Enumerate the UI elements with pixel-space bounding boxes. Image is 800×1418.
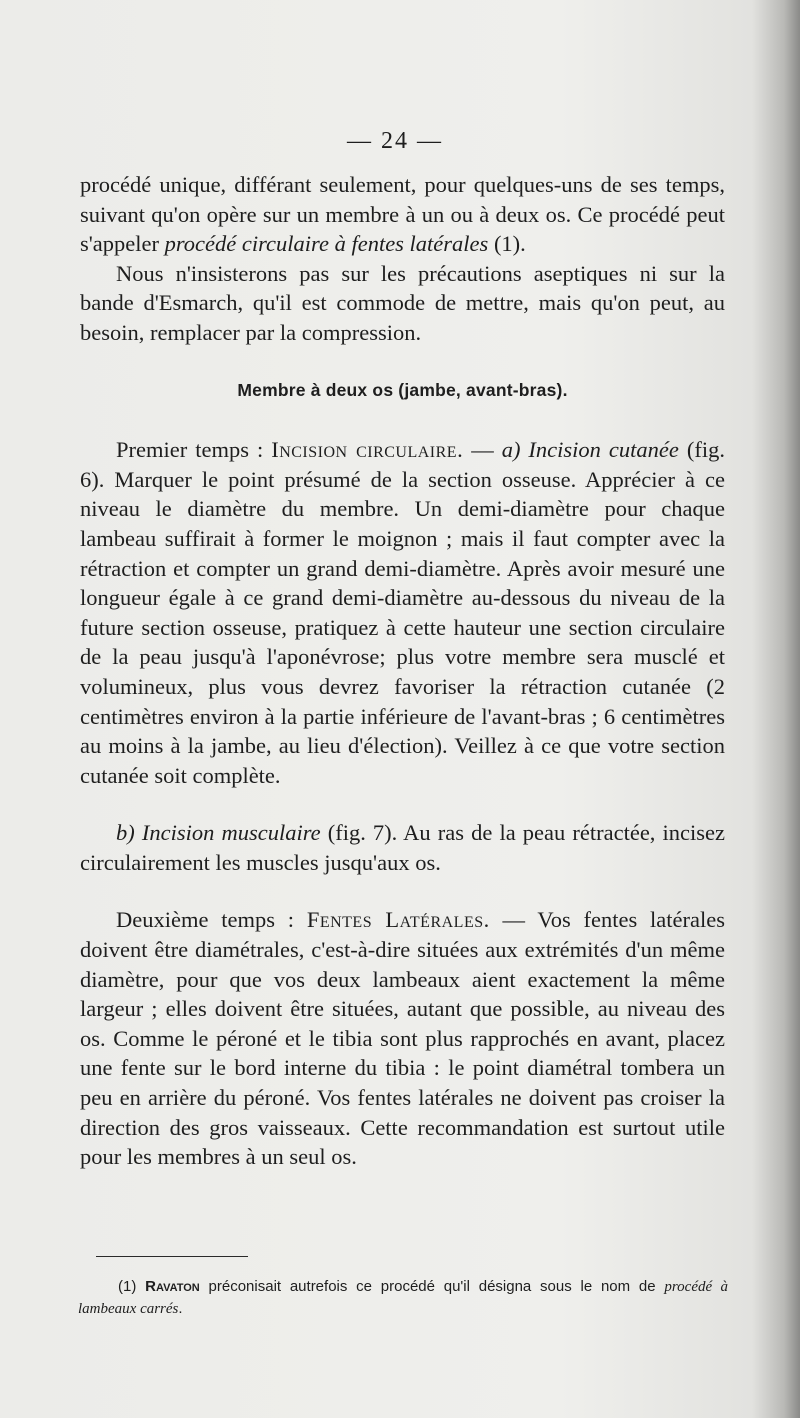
italic-term: procédé circulaire à fentes latérales xyxy=(164,231,489,257)
body-text xyxy=(80,170,725,1172)
paragraph-text: procédé unique, différant seulement, pour quelques-uns de ses temps, suivant qu'on opère sur un membre à un ou à deux os. Ce procédé peut s'appeler xyxy=(80,172,725,257)
step-title: Fentes Latérales. xyxy=(306,907,490,933)
step-label: Premier temps : xyxy=(116,437,272,463)
dash: — xyxy=(489,907,538,933)
footnote-end: . xyxy=(178,1300,183,1317)
step-title: Incision circulaire. xyxy=(271,437,464,463)
section-heading: Membre à deux os (jambe, avant-bras). xyxy=(237,379,568,400)
footnote-italic: procédé à lambeaux carrés xyxy=(78,1279,728,1317)
footnote-rule xyxy=(96,1256,248,1257)
page-number: — 24 — xyxy=(347,128,443,154)
footnote xyxy=(78,1276,728,1320)
footnote-body: préconisait autrefois ce procédé qu'il désigna sous le nom de xyxy=(199,1278,665,1295)
step-label: Deuxième temps : xyxy=(116,907,307,933)
footnote-author: Ravaton xyxy=(145,1278,200,1295)
paragraph-intro xyxy=(80,170,725,259)
sub-step-title: Incision cutanée xyxy=(528,437,679,463)
paragraph-asepsis: Nous n'insisterons pas sur les précautions aseptiques ni sur la bande d'Esmarch, qu'il est commode de mettre, mais qu'on peut, au besoin, remplacer par la compression. xyxy=(80,260,725,345)
footnote-reference: (1). xyxy=(488,231,526,257)
paragraph-text: Vos fentes latérales doivent être diamétrales, c'est-à-dire situées aux extrémités d'un même diamètre, pour que vos deux lambeaux aient exactement la même largeur ; elles doivent être situées, autant que possible, au niveau des os. Comme le péroné et le tibia sont plus rapprochés en avant, placez une fente sur le bord interne du tibia : le point diamétral tombera un peu en arrière du péroné. Vos fentes latérales ne doivent pas croiser la direction des gros vaisseaux. Cette recommandation est surtout utile pour les membres à un seul os. xyxy=(80,907,725,1170)
paragraph-incision-musculaire xyxy=(80,818,725,877)
paragraph-deuxieme-temps xyxy=(80,905,725,1171)
sub-step-marker: b) xyxy=(116,820,142,846)
footnote-marker: (1) xyxy=(118,1278,146,1295)
sub-step-marker: a) xyxy=(501,437,529,463)
footnote-text xyxy=(78,1276,728,1320)
paragraph-text: (fig. 7). Au ras de la peau rétractée, incisez circulairement les muscles jusqu'aux os. xyxy=(80,820,726,875)
paragraph-premier-temps xyxy=(80,435,725,790)
paragraph-text: (fig. 6). Marquer le point présumé de la section osseuse. Apprécier à ce niveau le diamètre du membre. Un demi-diamètre pour chaque lambeau suffirait à former le moignon ; mais il faut compter avec la rétraction et compter un grand demi-diamètre. Après avoir mesuré une longueur égale à ce grand demi-diamètre au-dessous du niveau de la future section osseuse, pratiquez à cette hauteur une section circulaire de la peau jusqu'à l'aponévrose; plus votre membre sera musclé et volumineux, plus vous devrez favoriser la rétraction cutanée (2 centimètres environ à la partie inférieure de l'avant-bras ; 6 centimètres au moins à la jambe, au lieu d'élection). Veillez à ce que votre section cutanée soit complète. xyxy=(80,437,725,788)
dash: — xyxy=(463,437,502,463)
sub-step-title: Incision musculaire xyxy=(141,820,321,846)
